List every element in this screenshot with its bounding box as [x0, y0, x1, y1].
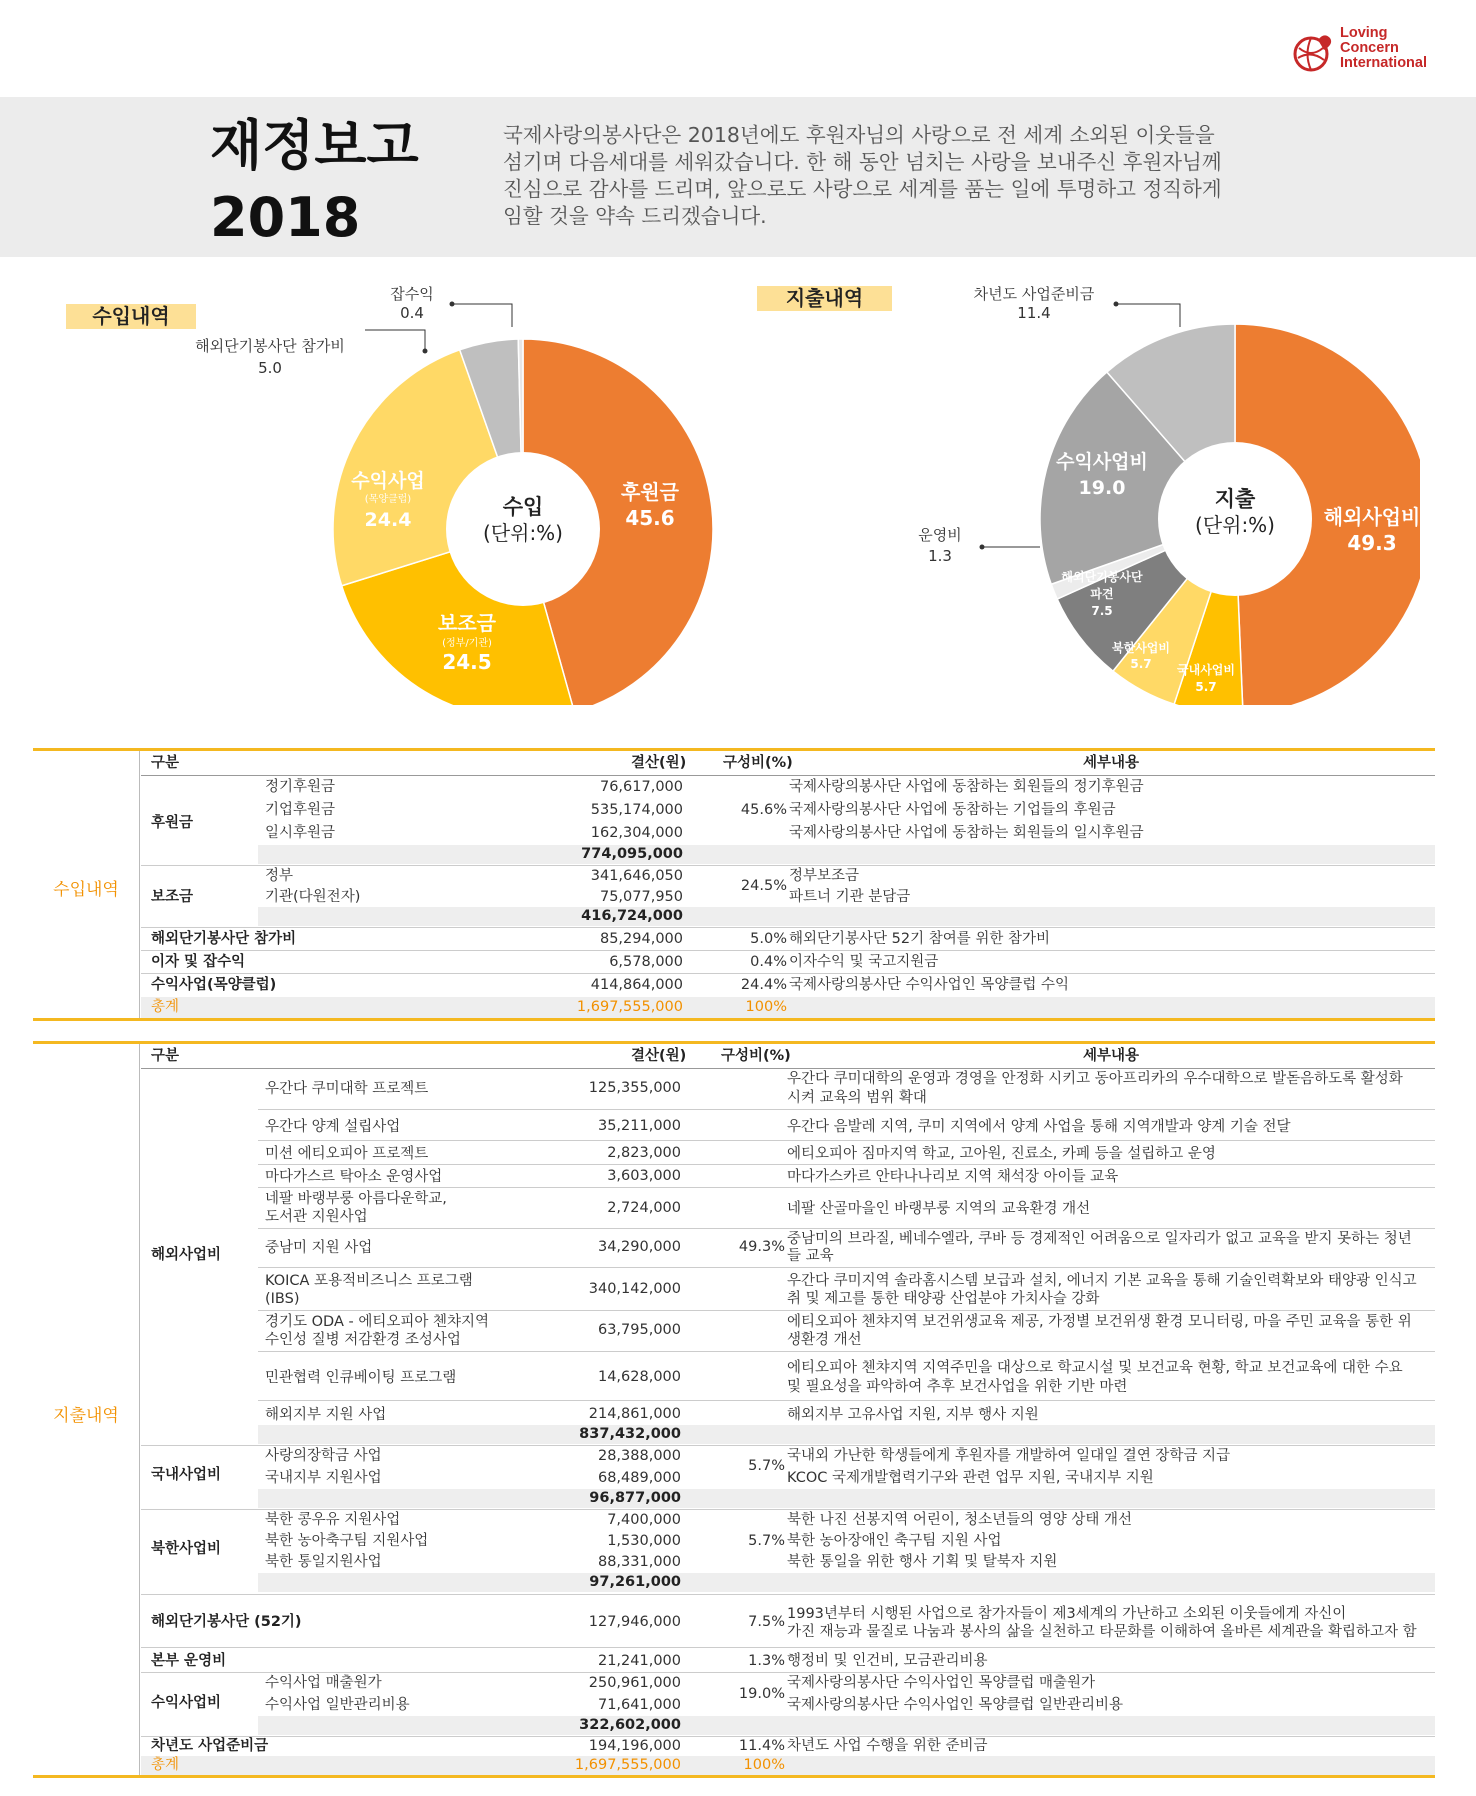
item-detail: 및 필요성을 파악하여 추후 보건사업을 위한 기반 마련 — [787, 1379, 1128, 1395]
item-name: 미션 에티오피아 프로젝트 — [265, 1146, 429, 1162]
item-name: 기업후원금 — [265, 802, 336, 818]
item-amount: 21,241,000 — [597, 1653, 681, 1669]
row-line — [258, 1351, 1435, 1352]
label-donation-name: 후원금 — [621, 480, 679, 504]
item-name: 해외지부 지원 사업 — [265, 1407, 387, 1423]
title-line1: 재정보고 — [210, 114, 419, 177]
item-detail: 정부보조금 — [789, 868, 860, 884]
item-amount: 341,646,050 — [590, 868, 683, 884]
row-line — [141, 865, 1435, 866]
item-name: (IBS) — [265, 1291, 300, 1307]
item-detail: 우간다 음발레 지역, 쿠미 지역에서 양계 사업을 통해 지역개발과 양계 기술 전달 — [787, 1119, 1291, 1135]
item-name: 도서관 지원사업 — [265, 1209, 368, 1225]
item-name: 경기도 ODA - 에티오피아 첸챠지역 — [265, 1314, 489, 1330]
item-detail: 해외지부 고유사업 지원, 지부 행사 지원 — [787, 1407, 1039, 1423]
item-name: 북한 농아축구팀 지원사업 — [265, 1533, 429, 1549]
item-amount: 162,304,000 — [590, 825, 683, 841]
item-detail: 시켜 교육의 범위 확대 — [787, 1090, 927, 1106]
item-detail: 차년도 사업 수행을 위한 준비금 — [787, 1738, 988, 1754]
total-ratio: 100% — [743, 1757, 785, 1773]
item-amount: 63,795,000 — [597, 1322, 681, 1338]
item-detail: 에티오피아 첸챠지역 지역주민을 대상으로 학교시설 및 보건교육 현황, 학교 보건교육에 대한 수요 — [787, 1360, 1403, 1376]
subtotal-amount: 96,877,000 — [589, 1490, 681, 1506]
table-top-rule — [33, 1041, 1435, 1044]
page-title — [210, 110, 419, 254]
item-amount: 3,603,000 — [607, 1168, 681, 1184]
row-label-short: 해외단기봉사단 (52기) — [151, 1614, 302, 1630]
item-name: 민관협력 인큐베이팅 프로그램 — [265, 1370, 457, 1386]
label-donation-value: 45.6 — [625, 506, 675, 530]
item-name: 우간다 쿠미대학 프로젝트 — [265, 1081, 429, 1097]
item-name: 국내지부 지원사업 — [265, 1470, 382, 1486]
center-title: 지출 — [1214, 487, 1256, 511]
item-detail: 해외단기봉사단 52기 참여를 위한 참가비 — [789, 931, 1050, 947]
item-ratio: 49.3% — [738, 1239, 785, 1255]
label-reserve-value: 11.4 — [1017, 304, 1051, 322]
subtotal-amount: 837,432,000 — [579, 1426, 681, 1442]
title-line2: 2018 — [210, 186, 361, 249]
item-amount: 85,294,000 — [599, 931, 683, 947]
label-subsidy-value: 24.5 — [442, 650, 492, 674]
intro-line: 섬기며 다음세대를 세워갔습니다. 한 해 동안 넘치는 사랑을 보내주신 후원자님께 — [503, 150, 1222, 174]
item-amount: 28,388,000 — [597, 1448, 681, 1464]
label-short-name2: 파견 — [1090, 587, 1114, 601]
item-ratio: 24.4% — [740, 977, 787, 993]
item-name: 수익사업 일반관리비용 — [265, 1697, 410, 1713]
income-table — [33, 748, 1435, 1022]
item-name: 기관(다원전자) — [265, 889, 361, 905]
row-line — [258, 1140, 1435, 1141]
total-label: 총계 — [151, 1757, 180, 1773]
subtotal-amount: 322,602,000 — [579, 1717, 681, 1733]
item-amount: 214,861,000 — [588, 1406, 681, 1422]
item-name: 북한 통일지원사업 — [265, 1554, 382, 1570]
item-ratio: 5.0% — [750, 931, 787, 947]
item-name: 중남미 지원 사업 — [265, 1240, 373, 1256]
row-line — [258, 1228, 1435, 1229]
item-amount: 194,196,000 — [588, 1738, 681, 1754]
item-detail: 국제사랑의봉사단 수익사업인 목양클럽 매출원가 — [787, 1675, 1095, 1691]
table-top-rule — [33, 748, 1435, 751]
total-amount: 1,697,555,000 — [574, 1757, 681, 1773]
row-label-ops: 본부 운영비 — [151, 1653, 227, 1669]
item-detail: 생환경 개선 — [787, 1332, 862, 1348]
item-name: 수인성 질병 저감환경 조성사업 — [265, 1332, 461, 1348]
item-detail: 국제사랑의봉사단 사업에 동참하는 회원들의 일시후원금 — [789, 825, 1144, 841]
expense-tag: 지출내역 — [757, 286, 892, 311]
section-label-expense: 지출내역 — [53, 1406, 119, 1426]
item-detail: 우간다 쿠미대학의 운영과 경영을 안정화 시키고 동아프리카의 우수대학으로 발돋음하도록 활성화 — [787, 1071, 1403, 1087]
item-amount: 127,946,000 — [588, 1614, 681, 1630]
table-bottom-rule — [33, 1018, 1435, 1021]
label-ops-name: 운영비 — [918, 526, 962, 544]
item-amount: 76,617,000 — [599, 779, 683, 795]
item-detail: 에티오피아 첸챠지역 보건위생교육 제공, 가정별 보건위생 환경 모니터링, 마을 주민 교육을 통한 위 — [787, 1314, 1412, 1330]
row-label-donation: 후원금 — [151, 815, 194, 831]
item-amount: 6,578,000 — [609, 954, 683, 970]
row-label-nk: 북한사업비 — [151, 1541, 222, 1557]
item-detail: KCOC 국제개발협력기구와 관련 업무 지원, 국내지부 지원 — [787, 1470, 1154, 1486]
label-nk-value: 5.7 — [1130, 657, 1152, 671]
row-label-interest: 이자 및 잡수익 — [151, 954, 246, 970]
item-amount: 7,400,000 — [607, 1512, 681, 1528]
item-name: 수익사업 매출원가 — [265, 1675, 382, 1691]
row-line — [141, 1672, 1435, 1673]
item-detail: 들 교육 — [787, 1248, 834, 1264]
label-overseas-name: 해외단기봉사단 참가비 — [195, 337, 345, 355]
item-amount: 2,823,000 — [607, 1145, 681, 1161]
intro-line: 임할 것을 약속 드리겠습니다. — [503, 204, 767, 228]
row-line — [141, 1647, 1435, 1648]
label-business-sub: (목양클럽) — [364, 494, 412, 505]
row-line — [141, 950, 1435, 951]
subtotal-row — [258, 907, 1435, 926]
subtotal-amount: 416,724,000 — [581, 908, 683, 924]
total-row — [141, 1756, 1435, 1775]
total-label: 총계 — [151, 999, 180, 1015]
subtotal-row — [258, 1425, 1435, 1444]
intro-line: 국제사랑의봉사단은 2018년에도 후원자님의 사랑으로 전 세계 소외된 이웃들을 — [503, 123, 1215, 147]
subtotal-row — [258, 1489, 1435, 1508]
item-name: 사랑의장학금 사업 — [265, 1448, 382, 1464]
leader-line — [365, 330, 425, 351]
item-amount: 1,530,000 — [607, 1533, 681, 1549]
item-name: KOICA 포용적비즈니스 프로그램 — [265, 1273, 473, 1289]
header-line — [141, 775, 1435, 776]
total-row — [141, 997, 1435, 1018]
label-misc-name: 잡수익 — [390, 285, 434, 303]
item-detail: 네팔 산골마을인 바랭부룽 지역의 교육환경 개선 — [787, 1201, 1091, 1217]
item-amount: 75,077,950 — [599, 889, 683, 905]
item-detail: 북한 통일을 위한 행사 기획 및 탈북자 지원 — [787, 1554, 1058, 1570]
row-label-business: 수익사업비 — [151, 1695, 222, 1711]
label-business-value: 24.4 — [364, 509, 412, 531]
label-subsidy-sub: (정부/기관) — [442, 638, 492, 649]
label-short-value: 7.5 — [1091, 604, 1113, 618]
intro-line: 진심으로 감사를 드리며, 앞으로도 사랑으로 세계를 품는 일에 투명하고 정직하게 — [503, 177, 1222, 201]
income-donut-chart — [0, 265, 720, 705]
row-label-overseas: 해외단기봉사단 참가비 — [151, 931, 297, 947]
leader-dot — [1114, 302, 1119, 307]
leader-dot — [450, 302, 455, 307]
item-amount: 68,489,000 — [597, 1470, 681, 1486]
item-detail: 국제사랑의봉사단 사업에 동참하는 회원들의 정기후원금 — [789, 779, 1144, 795]
leader-line — [1116, 304, 1180, 327]
leader-line — [452, 304, 512, 327]
expense-donut-chart — [900, 265, 1420, 705]
divider — [139, 1044, 140, 1775]
row-label-domestic: 국내사업비 — [151, 1467, 222, 1483]
row-line — [141, 927, 1435, 928]
item-amount: 14,628,000 — [597, 1369, 681, 1385]
label-business-name: 수익사업비 — [1056, 451, 1148, 473]
col-header-ratio: 구성비(%) — [721, 1048, 791, 1064]
item-name: 정부 — [265, 868, 294, 884]
intro-text — [503, 122, 1273, 230]
row-line — [258, 1164, 1435, 1165]
item-name: 우간다 양계 설립사업 — [265, 1119, 401, 1135]
col-header-category: 구분 — [151, 755, 180, 771]
item-detail: 중남미의 브라질, 베네수엘라, 쿠바 등 경제적인 어려움으로 일자리가 없고 교육을 받지 못하는 청년 — [787, 1231, 1412, 1247]
row-line — [141, 1736, 1435, 1737]
label-nk-name: 북한사업비 — [1112, 641, 1170, 655]
item-ratio: 5.7% — [748, 1458, 785, 1474]
row-line — [258, 1109, 1435, 1110]
item-amount: 535,174,000 — [590, 802, 683, 818]
section-label-income: 수입내역 — [53, 880, 119, 900]
total-amount: 1,697,555,000 — [576, 999, 683, 1015]
label-misc-value: 0.4 — [400, 304, 424, 322]
item-name: 마다가스르 탁아소 운영사업 — [265, 1169, 443, 1185]
label-business-value: 19.0 — [1078, 477, 1126, 499]
logo-line1: Loving — [1340, 25, 1388, 41]
item-detail: 에티오피아 짐마지역 학교, 고아원, 진료소, 카페 등을 설립하고 운영 — [787, 1146, 1216, 1162]
row-line — [258, 1400, 1435, 1401]
item-amount: 2,724,000 — [607, 1200, 681, 1216]
item-ratio: 5.7% — [748, 1533, 785, 1549]
header-line — [141, 1068, 1435, 1069]
item-ratio: 0.4% — [750, 954, 787, 970]
label-ops-value: 1.3 — [928, 547, 952, 565]
logo-line3: International — [1340, 55, 1428, 71]
row-line — [141, 1594, 1435, 1595]
item-detail: 국제사랑의봉사단 수익사업인 목양클럽 수익 — [789, 977, 1069, 993]
col-header-detail: 세부내용 — [1083, 1048, 1140, 1064]
item-name: 정기후원금 — [265, 779, 336, 795]
row-line — [141, 1509, 1435, 1510]
item-detail: 가진 재능과 물질로 나눔과 봉사의 삶을 실천하고 타문화를 이해하여 올바른 세계관을 확립하고자 함 — [787, 1624, 1417, 1640]
label-domestic-value: 5.7 — [1195, 680, 1217, 694]
subtotal-amount: 774,095,000 — [581, 846, 683, 862]
expense-table — [33, 1041, 1435, 1781]
row-label-subsidy: 보조금 — [151, 889, 194, 905]
row-line — [258, 1310, 1435, 1311]
center-unit: (단위:%) — [483, 521, 563, 545]
item-detail: 북한 농아장애인 축구팀 지원 사업 — [787, 1533, 1002, 1549]
subtotal-row — [258, 845, 1435, 864]
col-header-ratio: 구성비(%) — [723, 755, 793, 771]
row-line — [141, 1445, 1435, 1446]
table-bottom-rule — [33, 1775, 1435, 1778]
row-line — [141, 973, 1435, 974]
item-detail: 파트너 기관 분담금 — [789, 889, 911, 905]
item-name: 일시후원금 — [265, 825, 336, 841]
label-overseas-value: 49.3 — [1347, 531, 1397, 555]
item-detail: 행정비 및 인건비, 모금관리비용 — [787, 1653, 988, 1669]
item-ratio: 7.5% — [748, 1614, 785, 1630]
subtotal-row — [258, 1716, 1435, 1735]
subtotal-row — [258, 1573, 1435, 1592]
leader-dot — [980, 545, 985, 550]
item-detail: 국내외 가난한 학생들에게 후원자를 개발하여 일대일 결연 장학금 지급 — [787, 1448, 1231, 1464]
col-header-category: 구분 — [151, 1048, 180, 1064]
col-header-detail: 세부내용 — [1083, 755, 1140, 771]
label-subsidy-name: 보조금 — [438, 611, 496, 635]
item-amount: 35,211,000 — [597, 1118, 681, 1134]
label-overseas-value: 5.0 — [258, 359, 282, 377]
item-ratio: 45.6% — [740, 802, 787, 818]
label-reserve-name: 차년도 사업준비금 — [973, 285, 1095, 303]
row-label-overseas: 해외사업비 — [151, 1247, 222, 1263]
item-amount: 88,331,000 — [597, 1554, 681, 1570]
item-detail: 우간다 쿠미지역 솔라홈시스템 보급과 설치, 에너지 기본 교육을 통해 기술인력확보와 태양광 인식고 — [787, 1273, 1417, 1289]
logo-line2: Concern — [1340, 40, 1399, 56]
item-name: 북한 콩우유 지원사업 — [265, 1512, 401, 1528]
logo — [1290, 26, 1460, 76]
label-business-name: 수익사업 — [351, 470, 425, 492]
subtotal-amount: 97,261,000 — [589, 1574, 681, 1590]
label-short-name1: 해외단기봉사단 — [1061, 570, 1143, 584]
total-ratio: 100% — [745, 999, 787, 1015]
item-detail: 마다가스카르 안타나나리보 지역 채석장 아이들 교육 — [787, 1169, 1119, 1185]
item-detail: 국제사랑의봉사단 사업에 동참하는 기업들의 후원금 — [789, 802, 1116, 818]
row-label-reserve: 차년도 사업준비금 — [151, 1738, 269, 1754]
income-tag: 수입내역 — [66, 304, 196, 329]
item-ratio: 24.5% — [740, 878, 787, 894]
divider — [139, 751, 140, 1018]
item-detail: 국제사랑의봉사단 수익사업인 목양클럽 일반관리비용 — [787, 1697, 1123, 1713]
item-amount: 250,961,000 — [588, 1675, 681, 1691]
item-ratio: 19.0% — [738, 1686, 785, 1702]
item-detail: 취 및 제고를 통한 태양광 산업분야 가치사슬 강화 — [787, 1291, 1100, 1307]
item-amount: 34,290,000 — [597, 1239, 681, 1255]
item-detail: 1993년부터 시행된 사업으로 참가자들이 제3세계의 가난하고 소외된 이웃들에게 자신이 — [787, 1606, 1347, 1622]
item-name: 네팔 바랭부룽 아름다운학교, — [265, 1191, 447, 1207]
row-line — [258, 1267, 1435, 1268]
row-label-business: 수익사업(목양클럽) — [151, 977, 277, 993]
item-detail: 이자수익 및 국고지원금 — [789, 954, 939, 970]
label-domestic-name: 국내사업비 — [1177, 663, 1235, 677]
item-detail: 북한 나진 선봉지역 어린이, 청소년들의 영양 상태 개선 — [787, 1512, 1133, 1528]
col-header-amount: 결산(원) — [631, 755, 687, 771]
item-amount: 414,864,000 — [590, 977, 683, 993]
center-unit: (단위:%) — [1195, 513, 1275, 537]
center-title: 수입 — [502, 495, 544, 519]
row-line — [258, 1187, 1435, 1188]
leader-dot — [423, 349, 428, 354]
item-ratio: 11.4% — [738, 1738, 785, 1754]
item-ratio: 1.3% — [748, 1653, 785, 1669]
col-header-amount: 결산(원) — [631, 1048, 687, 1064]
label-overseas-name: 해외사업비 — [1323, 505, 1420, 529]
item-amount: 125,355,000 — [588, 1080, 681, 1096]
globe-heart-icon — [1290, 30, 1336, 76]
item-amount: 340,142,000 — [588, 1281, 681, 1297]
item-amount: 71,641,000 — [597, 1697, 681, 1713]
